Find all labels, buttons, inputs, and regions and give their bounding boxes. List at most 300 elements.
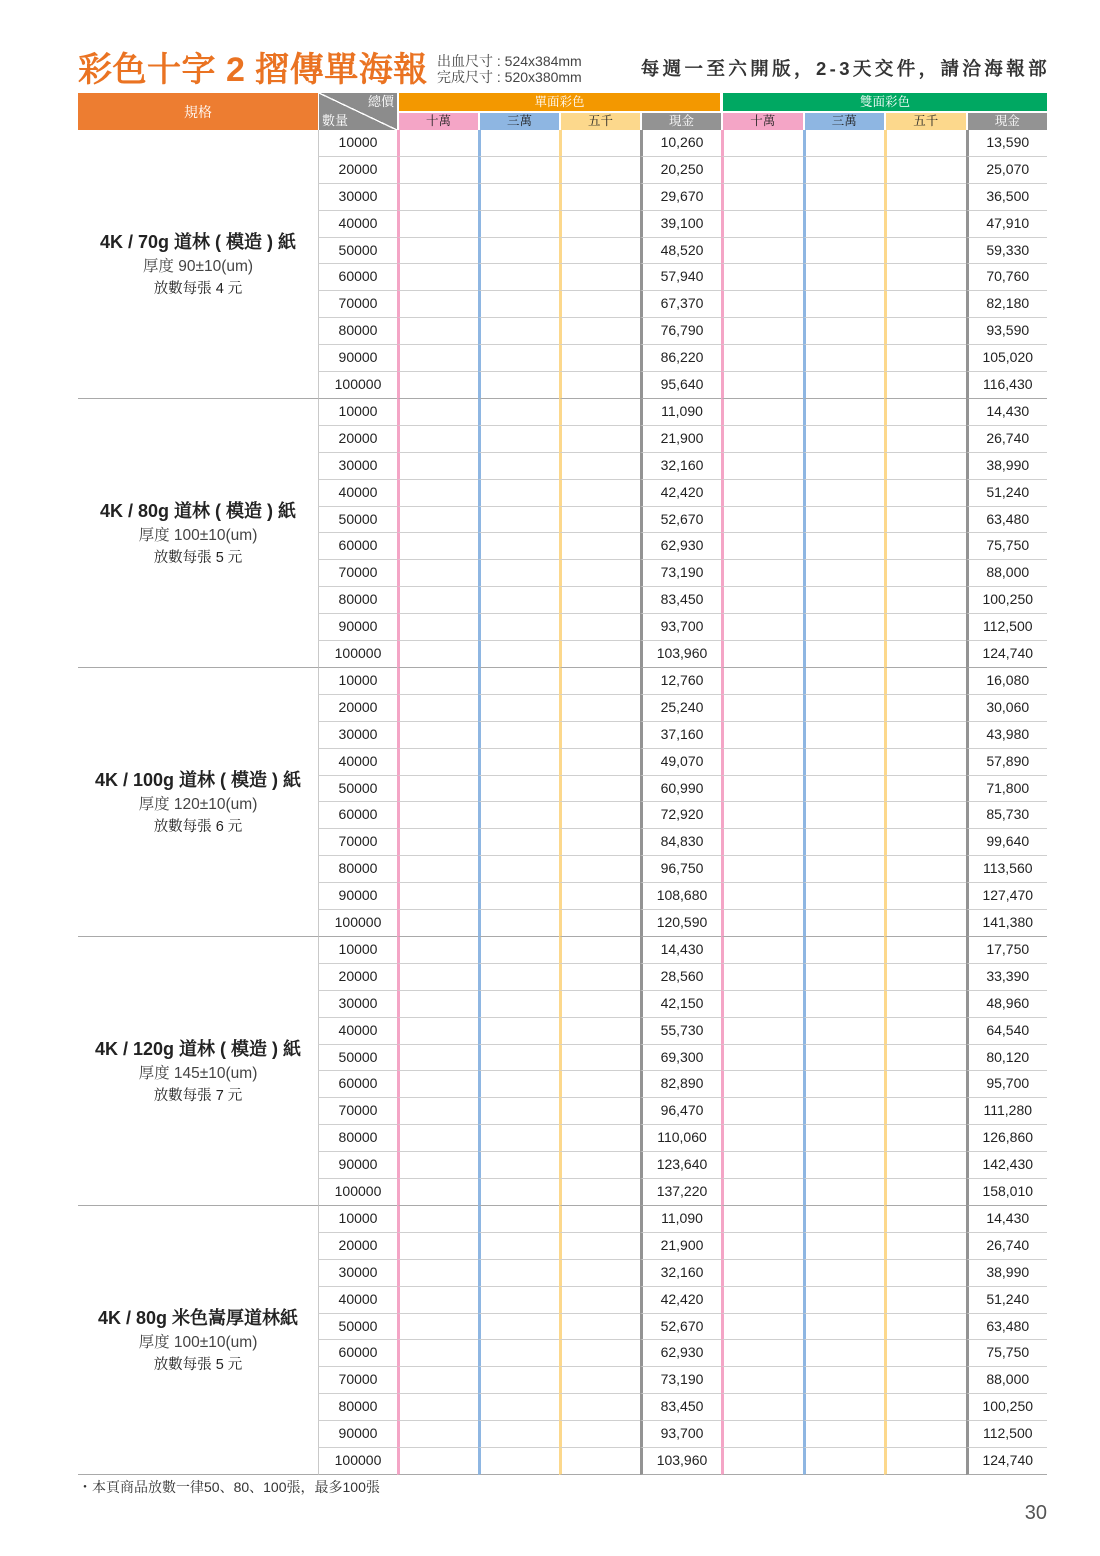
double-sided-cash-cell: 88,000 xyxy=(966,1367,1048,1394)
double-sided-5k-cell xyxy=(884,507,966,534)
double-sided-30k-cell xyxy=(803,1367,885,1394)
double-sided-cash-cell: 36,500 xyxy=(966,184,1048,211)
double-sided-cash-cell: 30,060 xyxy=(966,695,1048,722)
double-sided-100k-cell xyxy=(721,1260,803,1287)
double-sided-5k-cell xyxy=(884,533,966,560)
quantity-cell: 100000 xyxy=(318,641,397,668)
paper-thickness: 厚度 90±10(um) xyxy=(142,258,254,275)
double-sided-30k-cell xyxy=(803,1098,885,1125)
single-sided-5k-cell xyxy=(559,399,640,426)
price-row xyxy=(318,291,1047,318)
single-sided-5k-cell xyxy=(559,776,640,803)
single-sided-100k-header: 十萬 xyxy=(399,113,478,130)
single-sided-cash-cell: 84,830 xyxy=(640,829,721,856)
single-sided-30k-cell xyxy=(478,1314,559,1341)
single-sided-100k-cell xyxy=(397,856,478,883)
single-sided-30k-cell xyxy=(478,641,559,668)
single-sided-cash-cell: 86,220 xyxy=(640,345,721,372)
single-sided-30k-cell xyxy=(478,480,559,507)
single-sided-cash-cell: 25,240 xyxy=(640,695,721,722)
single-sided-100k-cell xyxy=(397,910,478,937)
single-sided-cash-header: 現金 xyxy=(642,113,721,130)
price-table xyxy=(78,93,1047,1475)
double-sided-100k-cell xyxy=(721,695,803,722)
quantity-cell: 80000 xyxy=(318,1394,397,1421)
quantity-cell: 70000 xyxy=(318,291,397,318)
quantity-cell: 70000 xyxy=(318,1098,397,1125)
single-sided-100k-cell xyxy=(397,399,478,426)
single-sided-5k-cell xyxy=(559,722,640,749)
double-sided-100k-cell xyxy=(721,1152,803,1179)
double-sided-cash-cell: 113,560 xyxy=(966,856,1048,883)
single-sided-100k-cell xyxy=(397,1071,478,1098)
single-sided-30k-cell xyxy=(478,1018,559,1045)
double-sided-30k-cell xyxy=(803,1287,885,1314)
double-sided-30k-cell xyxy=(803,910,885,937)
single-sided-cash-cell: 60,990 xyxy=(640,776,721,803)
single-sided-cash-cell: 93,700 xyxy=(640,614,721,641)
single-sided-30k-cell xyxy=(478,1233,559,1260)
double-sided-100k-cell xyxy=(721,937,803,964)
double-sided-cash-cell: 112,500 xyxy=(966,614,1048,641)
double-sided-30k-cell xyxy=(803,1233,885,1260)
single-sided-cash-cell: 32,160 xyxy=(640,453,721,480)
paper-spec xyxy=(78,130,318,399)
single-sided-5k-cell xyxy=(559,1314,640,1341)
single-sided-30k-cell xyxy=(478,1179,559,1206)
double-sided-cash-cell: 59,330 xyxy=(966,238,1048,265)
quantity-cell: 10000 xyxy=(318,1206,397,1233)
single-sided-header: 單面彩色 xyxy=(399,93,720,111)
quantity-cell: 60000 xyxy=(318,1340,397,1367)
double-sided-100k-cell xyxy=(721,1206,803,1233)
quantity-cell: 100000 xyxy=(318,1448,397,1475)
single-sided-5k-cell xyxy=(559,1340,640,1367)
single-sided-30k-cell xyxy=(478,1340,559,1367)
single-sided-cash-cell: 96,750 xyxy=(640,856,721,883)
double-sided-cash-cell: 127,470 xyxy=(966,883,1048,910)
double-sided-5k-cell xyxy=(884,1421,966,1448)
single-sided-cash-cell: 110,060 xyxy=(640,1125,721,1152)
quantity-cell: 100000 xyxy=(318,372,397,399)
double-sided-100k-cell xyxy=(721,883,803,910)
quantity-cell: 30000 xyxy=(318,722,397,749)
paper-group xyxy=(78,399,1047,668)
quantity-cell: 90000 xyxy=(318,1421,397,1448)
double-sided-100k-cell xyxy=(721,1098,803,1125)
double-sided-100k-cell xyxy=(721,668,803,695)
paper-unit-price: 放數每張 6 元 xyxy=(153,819,243,835)
price-quantity-corner xyxy=(319,93,397,130)
single-sided-cash-cell: 29,670 xyxy=(640,184,721,211)
double-sided-100k-cell xyxy=(721,829,803,856)
single-sided-5k-cell xyxy=(559,910,640,937)
single-sided-5k-cell xyxy=(559,1394,640,1421)
paper-unit-price: 放數每張 4 元 xyxy=(153,281,243,297)
double-sided-100k-cell xyxy=(721,1421,803,1448)
double-sided-cash-cell: 75,750 xyxy=(966,1340,1048,1367)
double-sided-100k-cell xyxy=(721,560,803,587)
double-sided-100k-cell xyxy=(721,453,803,480)
single-sided-30k-cell xyxy=(478,184,559,211)
double-sided-30k-cell xyxy=(803,1018,885,1045)
single-sided-30k-cell xyxy=(478,614,559,641)
price-row xyxy=(318,507,1047,534)
double-sided-100k-cell xyxy=(721,211,803,238)
double-sided-cash-cell: 93,590 xyxy=(966,318,1048,345)
paper-name: 4K / 80g 道林 ( 模造 ) 紙 xyxy=(99,501,297,521)
double-sided-5k-cell xyxy=(884,238,966,265)
double-sided-30k-cell xyxy=(803,1152,885,1179)
quantity-cell: 40000 xyxy=(318,749,397,776)
double-sided-100k-cell xyxy=(721,1314,803,1341)
double-sided-30k-cell xyxy=(803,614,885,641)
single-sided-5k-cell xyxy=(559,264,640,291)
double-sided-30k-cell xyxy=(803,802,885,829)
price-row xyxy=(318,1179,1047,1206)
single-sided-cash-cell: 95,640 xyxy=(640,372,721,399)
double-sided-100k-cell xyxy=(721,1340,803,1367)
double-sided-30k-cell xyxy=(803,453,885,480)
double-sided-30k-cell xyxy=(803,883,885,910)
double-sided-cash-cell: 85,730 xyxy=(966,802,1048,829)
single-sided-100k-cell xyxy=(397,318,478,345)
double-sided-5k-cell xyxy=(884,1071,966,1098)
single-sided-5k-cell xyxy=(559,964,640,991)
single-sided-100k-cell xyxy=(397,1314,478,1341)
quantity-cell: 70000 xyxy=(318,1367,397,1394)
price-row xyxy=(318,211,1047,238)
single-sided-5k-cell xyxy=(559,991,640,1018)
quantity-cell: 100000 xyxy=(318,910,397,937)
single-sided-cash-cell: 49,070 xyxy=(640,749,721,776)
double-sided-cash-cell: 33,390 xyxy=(966,964,1048,991)
double-sided-cash-cell: 124,740 xyxy=(966,1448,1048,1475)
price-row xyxy=(318,668,1047,695)
price-row xyxy=(318,991,1047,1018)
single-sided-100k-cell xyxy=(397,722,478,749)
single-sided-100k-cell xyxy=(397,507,478,534)
single-sided-30k-cell xyxy=(478,1071,559,1098)
double-sided-5k-cell xyxy=(884,1367,966,1394)
single-sided-100k-cell xyxy=(397,1152,478,1179)
single-sided-30k-cell xyxy=(478,533,559,560)
double-sided-cash-cell: 105,020 xyxy=(966,345,1048,372)
single-sided-30k-cell xyxy=(478,1125,559,1152)
double-sided-100k-cell xyxy=(721,372,803,399)
double-sided-5k-header: 五千 xyxy=(886,113,966,130)
page-number: 30 xyxy=(1024,1502,1047,1524)
double-sided-5k-cell xyxy=(884,695,966,722)
double-sided-100k-cell xyxy=(721,1071,803,1098)
price-row xyxy=(318,641,1047,668)
single-sided-cash-cell: 137,220 xyxy=(640,1179,721,1206)
price-row xyxy=(318,533,1047,560)
single-sided-5k-cell xyxy=(559,1098,640,1125)
single-sided-30k-cell xyxy=(478,345,559,372)
double-sided-100k-cell xyxy=(721,1125,803,1152)
paper-group xyxy=(78,130,1047,399)
paper-name: 4K / 120g 道林 ( 模造 ) 紙 xyxy=(94,1039,302,1059)
double-sided-30k-cell xyxy=(803,991,885,1018)
single-sided-cash-cell: 108,680 xyxy=(640,883,721,910)
single-sided-5k-cell xyxy=(559,1125,640,1152)
double-sided-30k-cell xyxy=(803,776,885,803)
single-sided-5k-cell xyxy=(559,641,640,668)
single-sided-5k-cell xyxy=(559,856,640,883)
single-sided-5k-cell xyxy=(559,291,640,318)
single-sided-30k-cell xyxy=(478,1448,559,1475)
price-row xyxy=(318,802,1047,829)
single-sided-5k-cell xyxy=(559,184,640,211)
single-sided-cash-cell: 82,890 xyxy=(640,1071,721,1098)
price-row xyxy=(318,480,1047,507)
double-sided-5k-cell xyxy=(884,318,966,345)
total-price-label: 總價 xyxy=(367,94,394,109)
finished-size: 完成尺寸 : 520x380mm xyxy=(437,69,582,85)
double-sided-30k-cell xyxy=(803,507,885,534)
single-sided-30k-cell xyxy=(478,722,559,749)
price-row xyxy=(318,184,1047,211)
quantity-cell: 30000 xyxy=(318,991,397,1018)
quantity-cell: 60000 xyxy=(318,1071,397,1098)
double-sided-5k-cell xyxy=(884,399,966,426)
double-sided-cash-cell: 13,590 xyxy=(966,130,1048,157)
single-sided-100k-cell xyxy=(397,614,478,641)
double-sided-cash-cell: 124,740 xyxy=(966,641,1048,668)
single-sided-30k-cell xyxy=(478,802,559,829)
double-sided-cash-cell: 14,430 xyxy=(966,399,1048,426)
price-row xyxy=(318,426,1047,453)
single-sided-5k-cell xyxy=(559,695,640,722)
double-sided-30k-cell xyxy=(803,130,885,157)
single-sided-30k-cell xyxy=(478,1206,559,1233)
quantity-cell: 60000 xyxy=(318,533,397,560)
double-sided-5k-cell xyxy=(884,1125,966,1152)
quantity-cell: 60000 xyxy=(318,802,397,829)
double-sided-30k-cell xyxy=(803,1179,885,1206)
single-sided-cash-cell: 57,940 xyxy=(640,264,721,291)
double-sided-100k-cell xyxy=(721,1448,803,1475)
double-sided-30k-cell xyxy=(803,1448,885,1475)
price-row xyxy=(318,1098,1047,1125)
single-sided-30k-cell xyxy=(478,1367,559,1394)
quantity-cell: 10000 xyxy=(318,399,397,426)
double-sided-5k-cell xyxy=(884,641,966,668)
single-sided-cash-cell: 10,260 xyxy=(640,130,721,157)
price-rows xyxy=(318,1206,1047,1475)
single-sided-cash-cell: 28,560 xyxy=(640,964,721,991)
price-row xyxy=(318,560,1047,587)
single-sided-cash-cell: 11,090 xyxy=(640,1206,721,1233)
single-sided-cash-cell: 69,300 xyxy=(640,1045,721,1072)
price-row xyxy=(318,1314,1047,1341)
double-sided-5k-cell xyxy=(884,991,966,1018)
single-sided-cash-cell: 14,430 xyxy=(640,937,721,964)
quantity-cell: 70000 xyxy=(318,829,397,856)
double-sided-100k-cell xyxy=(721,130,803,157)
single-sided-cash-cell: 55,730 xyxy=(640,1018,721,1045)
single-sided-cash-cell: 96,470 xyxy=(640,1098,721,1125)
single-sided-100k-cell xyxy=(397,480,478,507)
single-sided-30k-cell xyxy=(478,291,559,318)
single-sided-5k-cell xyxy=(559,802,640,829)
double-sided-5k-cell xyxy=(884,1045,966,1072)
size-info xyxy=(437,53,582,85)
quantity-cell: 20000 xyxy=(318,964,397,991)
double-sided-5k-cell xyxy=(884,130,966,157)
double-sided-cash-cell: 63,480 xyxy=(966,507,1048,534)
price-row xyxy=(318,372,1047,399)
single-sided-5k-cell xyxy=(559,211,640,238)
single-sided-cash-cell: 123,640 xyxy=(640,1152,721,1179)
single-sided-cash-cell: 52,670 xyxy=(640,1314,721,1341)
double-sided-cash-cell: 142,430 xyxy=(966,1152,1048,1179)
double-sided-cash-cell: 88,000 xyxy=(966,560,1048,587)
single-sided-30k-cell xyxy=(478,749,559,776)
double-sided-cash-cell: 48,960 xyxy=(966,991,1048,1018)
double-sided-100k-cell xyxy=(721,426,803,453)
double-sided-header: 雙面彩色 xyxy=(723,93,1047,111)
quantity-label: 數量 xyxy=(322,113,349,128)
single-sided-cash-cell: 83,450 xyxy=(640,587,721,614)
single-sided-30k-cell xyxy=(478,991,559,1018)
price-row xyxy=(318,1340,1047,1367)
double-sided-cash-cell: 64,540 xyxy=(966,1018,1048,1045)
quantity-cell: 80000 xyxy=(318,587,397,614)
double-sided-100k-cell xyxy=(721,749,803,776)
single-sided-cash-cell: 21,900 xyxy=(640,1233,721,1260)
double-sided-100k-cell xyxy=(721,238,803,265)
double-sided-5k-cell xyxy=(884,372,966,399)
quantity-cell: 20000 xyxy=(318,426,397,453)
single-sided-5k-cell xyxy=(559,587,640,614)
double-sided-100k-cell xyxy=(721,1179,803,1206)
double-sided-5k-cell xyxy=(884,883,966,910)
single-sided-30k-cell xyxy=(478,426,559,453)
double-sided-100k-cell xyxy=(721,533,803,560)
double-sided-100k-cell xyxy=(721,1367,803,1394)
double-sided-cash-cell: 95,700 xyxy=(966,1071,1048,1098)
price-row xyxy=(318,695,1047,722)
double-sided-5k-cell xyxy=(884,453,966,480)
single-sided-5k-cell xyxy=(559,829,640,856)
single-sided-5k-cell xyxy=(559,614,640,641)
single-sided-100k-cell xyxy=(397,264,478,291)
double-sided-30k-cell xyxy=(803,184,885,211)
single-sided-100k-cell xyxy=(397,587,478,614)
double-sided-30k-cell xyxy=(803,1071,885,1098)
double-sided-100k-cell xyxy=(721,184,803,211)
paper-name: 4K / 70g 道林 ( 模造 ) 紙 xyxy=(99,232,297,252)
single-sided-100k-cell xyxy=(397,1367,478,1394)
single-sided-100k-cell xyxy=(397,426,478,453)
quantity-cell: 100000 xyxy=(318,1179,397,1206)
single-sided-100k-cell xyxy=(397,695,478,722)
double-sided-30k-cell xyxy=(803,722,885,749)
single-sided-30k-cell xyxy=(478,507,559,534)
single-sided-5k-cell xyxy=(559,1448,640,1475)
double-sided-5k-cell xyxy=(884,291,966,318)
single-sided-5k-cell xyxy=(559,372,640,399)
double-sided-30k-cell xyxy=(803,587,885,614)
single-sided-30k-cell xyxy=(478,453,559,480)
price-row xyxy=(318,749,1047,776)
double-sided-30k-cell xyxy=(803,238,885,265)
double-sided-cash-cell: 100,250 xyxy=(966,1394,1048,1421)
double-sided-5k-cell xyxy=(884,1233,966,1260)
double-sided-30k-cell xyxy=(803,480,885,507)
double-sided-100k-cell xyxy=(721,1018,803,1045)
single-sided-30k-cell xyxy=(478,399,559,426)
single-sided-100k-cell xyxy=(397,453,478,480)
double-sided-5k-cell xyxy=(884,937,966,964)
double-sided-cash-cell: 57,890 xyxy=(966,749,1048,776)
double-sided-cash-cell: 51,240 xyxy=(966,480,1048,507)
double-sided-30k-cell xyxy=(803,318,885,345)
paper-spec xyxy=(78,1206,318,1475)
single-sided-5k-cell xyxy=(559,130,640,157)
single-sided-5k-cell xyxy=(559,1367,640,1394)
single-sided-5k-cell xyxy=(559,507,640,534)
price-row xyxy=(318,1206,1047,1233)
double-sided-30k-cell xyxy=(803,695,885,722)
price-row xyxy=(318,1071,1047,1098)
quantity-cell: 40000 xyxy=(318,1018,397,1045)
price-row xyxy=(318,937,1047,964)
paper-thickness: 厚度 120±10(um) xyxy=(138,796,258,813)
single-sided-30k-cell xyxy=(478,1152,559,1179)
double-sided-100k-cell xyxy=(721,1233,803,1260)
single-sided-5k-cell xyxy=(559,668,640,695)
single-sided-30k-header: 三萬 xyxy=(480,113,559,130)
single-sided-cash-cell: 42,420 xyxy=(640,480,721,507)
single-sided-5k-cell xyxy=(559,238,640,265)
price-table-header xyxy=(78,93,1047,130)
single-sided-30k-cell xyxy=(478,883,559,910)
double-sided-5k-cell xyxy=(884,856,966,883)
single-sided-100k-cell xyxy=(397,1045,478,1072)
paper-unit-price: 放數每張 7 元 xyxy=(153,1088,243,1104)
double-sided-cash-cell: 100,250 xyxy=(966,587,1048,614)
double-sided-cash-cell: 25,070 xyxy=(966,157,1048,184)
single-sided-30k-cell xyxy=(478,560,559,587)
quantity-cell: 50000 xyxy=(318,238,397,265)
quantity-cell: 10000 xyxy=(318,937,397,964)
quantity-cell: 30000 xyxy=(318,184,397,211)
double-sided-cash-cell: 82,180 xyxy=(966,291,1048,318)
single-sided-100k-cell xyxy=(397,749,478,776)
quantity-cell: 90000 xyxy=(318,1152,397,1179)
double-sided-cash-cell: 14,430 xyxy=(966,1206,1048,1233)
single-sided-5k-cell xyxy=(559,533,640,560)
double-sided-100k-cell xyxy=(721,1287,803,1314)
double-sided-100k-header: 十萬 xyxy=(723,113,803,130)
double-sided-30k-cell xyxy=(803,533,885,560)
single-sided-100k-cell xyxy=(397,1233,478,1260)
double-sided-cash-cell: 51,240 xyxy=(966,1287,1048,1314)
double-sided-5k-cell xyxy=(884,157,966,184)
double-sided-5k-cell xyxy=(884,1287,966,1314)
price-rows xyxy=(318,668,1047,937)
production-notice: 每週一至六開版，2-3天交件，請洽海報部 xyxy=(640,58,1050,79)
single-sided-100k-cell xyxy=(397,829,478,856)
double-sided-100k-cell xyxy=(721,991,803,1018)
single-sided-100k-cell xyxy=(397,776,478,803)
double-sided-100k-cell xyxy=(721,291,803,318)
single-sided-100k-cell xyxy=(397,1340,478,1367)
single-sided-30k-cell xyxy=(478,695,559,722)
